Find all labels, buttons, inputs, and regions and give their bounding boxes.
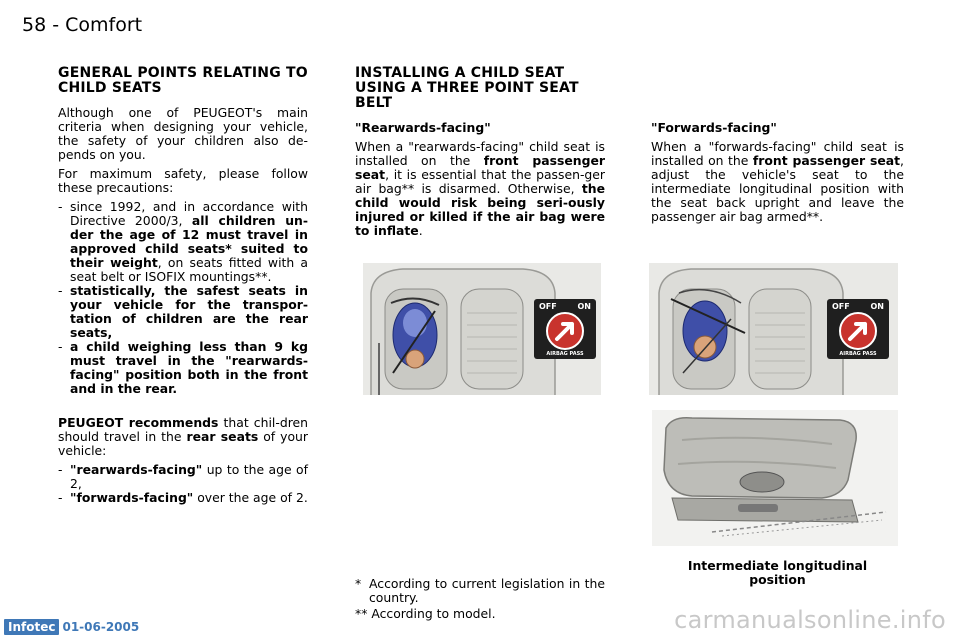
badge-off-label: OFF bbox=[832, 302, 850, 311]
fwd-bold-b: front passenger seat bbox=[752, 153, 901, 168]
list-dash: - bbox=[58, 339, 63, 354]
badge-airbag-label: AIRBAG PASS bbox=[546, 351, 584, 357]
recommend-bold-c: rear seats bbox=[186, 429, 259, 444]
precaution-item-1 bbox=[58, 200, 308, 284]
list-dash: - bbox=[58, 490, 63, 505]
seat-side-illustration bbox=[652, 410, 898, 546]
precaution-2-bold: statistically, the safest seats in your vehicle for the transpor-tation of children are the rear seats, bbox=[70, 283, 308, 340]
footer-date: 01-06-2005 bbox=[62, 620, 140, 634]
rearwards-paragraph bbox=[355, 140, 605, 238]
option-2-bold: "forwards-facing" bbox=[70, 490, 194, 505]
rear-text-c: , it is essential that the passen-ger air bag** is disarmed. Otherwise, bbox=[355, 167, 605, 196]
rearwards-seat-figure bbox=[363, 263, 601, 395]
option-2-text: over the age of 2. bbox=[193, 490, 308, 505]
badge-on-label: ON bbox=[577, 302, 591, 311]
fwd-text-c: , adjust the vehicle's seat to the intermediate longitudinal position with the seat back upright and leave the passenger air bag armed**. bbox=[651, 153, 904, 224]
installing-section bbox=[355, 66, 605, 243]
precaution-1-bold: all children un-der the age of 12 must travel in approved child seats* suited to their weight bbox=[70, 213, 308, 270]
option-item-1 bbox=[58, 463, 308, 491]
general-points-heading: GENERAL POINTS RELATING TO CHILD SEATS bbox=[58, 65, 308, 96]
footnotes bbox=[355, 577, 605, 623]
airbag-warning-icon bbox=[545, 311, 585, 351]
precaution-item-2 bbox=[58, 284, 308, 340]
seat-position-figure bbox=[652, 410, 898, 546]
footnote-2-mark: ** bbox=[355, 606, 368, 621]
option-item-2 bbox=[58, 491, 308, 505]
fwd-text-a: When a "forwards-facing" child seat is installed on the bbox=[651, 139, 904, 168]
page-header: 58 - Comfort bbox=[22, 14, 143, 36]
precaution-item-3 bbox=[58, 340, 308, 396]
general-points-section bbox=[58, 66, 308, 505]
forwards-title: "Forwards-facing" bbox=[651, 120, 777, 135]
footnote-2 bbox=[355, 607, 605, 621]
installing-heading: INSTALLING A CHILD SEAT USING A THREE POINT SEAT BELT bbox=[355, 65, 579, 111]
footnote-2-text: According to model. bbox=[371, 606, 496, 621]
recommend-text-b: that chil-dren should travel in the bbox=[58, 415, 308, 444]
recommend-bold-a: PEUGEOT recommends bbox=[58, 415, 219, 430]
precaution-1-text-a: since 1992, and in accordance with Directive 2000/3, bbox=[70, 199, 308, 228]
precaution-3-bold: a child weighing less than 9 kg must travel in the "rearwards-facing" position both in the front and in the rear. bbox=[70, 339, 308, 396]
intro-paragraph: Although one of PEUGEOT's main criteria when designing your vehicle, the safety of your children also de-pends on you. bbox=[58, 105, 308, 162]
list-dash: - bbox=[58, 199, 63, 214]
rearwards-title: "Rearwards-facing" bbox=[355, 120, 491, 135]
badge-on-label: ON bbox=[870, 302, 884, 311]
rear-bold-d: the child would risk being seri-ously injured or killed if the air bag were to inflate bbox=[355, 181, 605, 238]
recommend-text-d: of your vehicle: bbox=[58, 429, 308, 458]
footer bbox=[4, 618, 139, 636]
option-1-bold: "rearwards-facing" bbox=[70, 462, 203, 477]
footnote-1 bbox=[355, 577, 605, 605]
airbag-warning-icon bbox=[838, 311, 878, 351]
figure-caption: Intermediate longitudinal position bbox=[687, 558, 868, 587]
badge-airbag-label: AIRBAG PASS bbox=[839, 351, 877, 357]
list-dash: - bbox=[58, 283, 63, 298]
forwards-paragraph bbox=[651, 140, 904, 224]
list-dash: - bbox=[58, 462, 63, 477]
footnote-1-text: According to current legislation in the country. bbox=[369, 576, 605, 605]
badge-off-label: OFF bbox=[539, 302, 557, 311]
footnote-1-mark: * bbox=[355, 576, 362, 591]
rear-text-a: When a "rearwards-facing" child seat is installed on the bbox=[355, 139, 605, 168]
forwards-section bbox=[651, 121, 904, 229]
airbag-badge bbox=[534, 299, 596, 359]
rear-text-e: . bbox=[418, 223, 423, 238]
recommend-paragraph bbox=[58, 416, 308, 458]
infotec-logo: Infotec bbox=[4, 619, 59, 635]
precautions-intro: For maximum safety, please follow these precautions: bbox=[58, 166, 308, 195]
forwards-seat-figure bbox=[649, 263, 898, 395]
precaution-1-text-c: , on seats fitted with a seat belt or ISOFIX mountings**. bbox=[70, 255, 309, 284]
watermark: carmanualsonline.info bbox=[674, 606, 946, 634]
option-1-text: up to the age of 2, bbox=[70, 462, 308, 491]
rear-bold-b: front passenger seat bbox=[355, 153, 605, 182]
airbag-badge bbox=[827, 299, 889, 359]
